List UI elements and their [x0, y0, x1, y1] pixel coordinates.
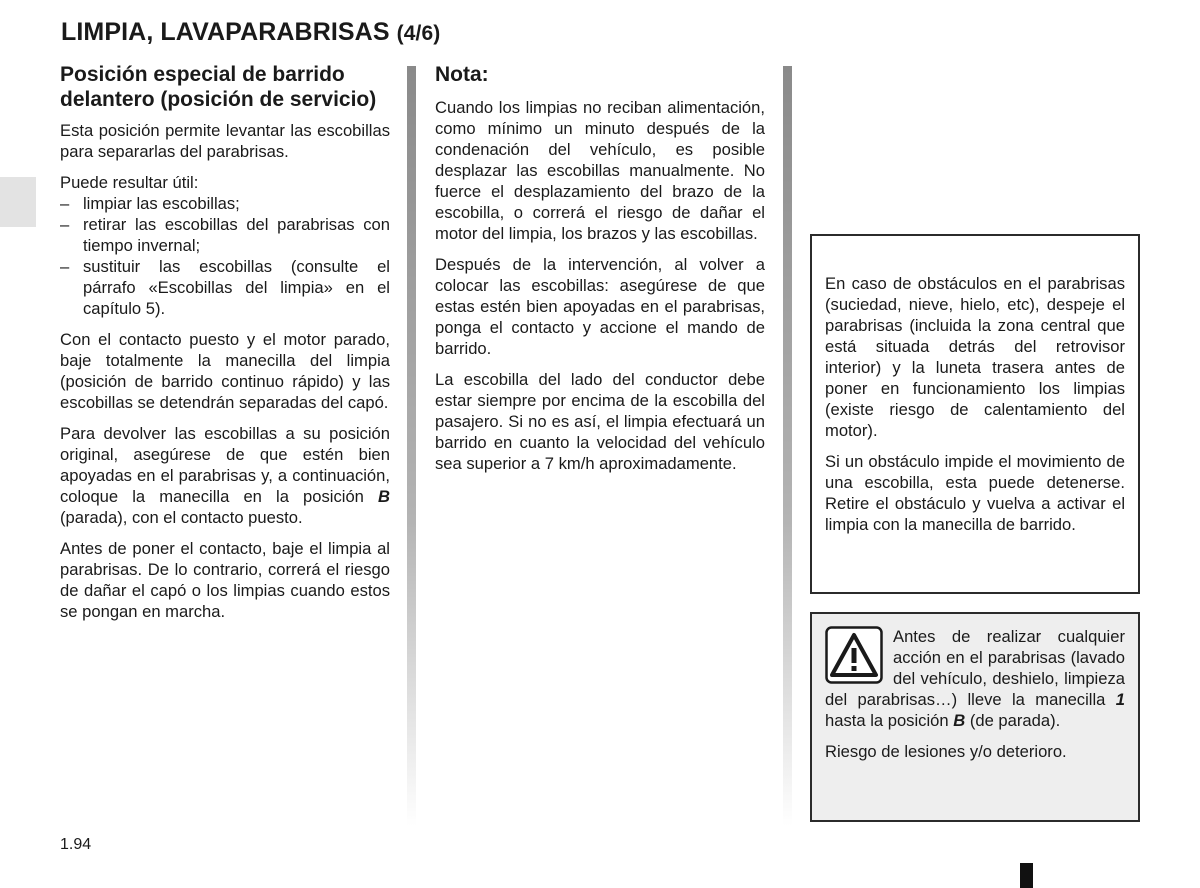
warning-risk-text: Riesgo de lesiones y/o deterioro. — [825, 742, 1067, 761]
note-column — [435, 62, 765, 484]
text-run: Para devolver las escobillas a su posición original, asegúrese de que estén bien apoyadas en el parabrisas y, a continuación, coloque la manecilla en la posición — [60, 424, 390, 506]
note-heading: Nota: — [435, 63, 489, 86]
position-b-label: B — [378, 487, 390, 506]
paragraph-intro: Esta posición permite levantar las escobillas para separarlas del parabrisas. — [60, 121, 390, 161]
list-item: – retirar las escobillas del parabrisas con tiempo invernal; — [60, 214, 390, 256]
page-title — [61, 18, 440, 47]
note-paragraph: Cuando los limpias no reciban alimentación, como mínimo un minuto después de la condenación del vehículo, es posible desplazar las escobillas manualmente. No fuerce el desplazamiento del brazo de la escobilla, o correrá el riesgo de dañar el motor del limpia, los brazos y las escobillas. — [435, 98, 765, 243]
page-part-indicator: (4/6) — [396, 22, 441, 45]
note-band-right — [783, 66, 792, 826]
page-edge-marker — [1020, 863, 1033, 888]
page-title-text: LIMPIA, LAVAPARABRISAS — [61, 18, 390, 46]
note-paragraph: Después de la intervención, al volver a colocar las escobillas: asegúrese de que estas estén bien apoyadas en el parabrisas, ponga el contacto y accione el mando de barrido. — [435, 255, 765, 358]
list-intro: Puede resultar útil: — [60, 173, 199, 192]
text-run: Antes de realizar cualquier acción en el parabrisas (lavado del vehículo, deshielo, limpieza del parabrisas…) lleve la manecilla — [825, 627, 1125, 709]
note-paragraph: La escobilla del lado del conductor debe estar siempre por encima de la escobilla del pasajero. Si no es así, el limpia efectuará un barrido en cuanto la velocidad del vehículo sea superior a 7 km/h aproximadamente. — [435, 370, 765, 473]
text-run: (de parada). — [965, 711, 1061, 730]
text-run: hasta la posición — [825, 711, 954, 730]
paragraph-caution: Antes de poner el contacto, baje el limpia al parabrisas. De lo contrario, correrá el riesgo de dañar el capó o los limpias cuando estos se pongan en marcha. — [60, 539, 390, 621]
info-box — [810, 234, 1140, 594]
chapter-tab-marker — [0, 177, 36, 227]
uses-list — [60, 193, 390, 319]
note-band-left — [407, 66, 416, 826]
page-number: 1.94 — [60, 836, 92, 853]
list-item: – limpiar las escobillas; — [60, 193, 390, 214]
info-paragraph: En caso de obstáculos en el parabrisas (suciedad, nieve, hielo, etc), despeje el parabrisas (incluida la zona central que está situada detrás del retrovisor interior) y la luneta trasera antes de poner en funcionamiento los limpias (existe riesgo de calentamiento del motor). — [825, 274, 1125, 440]
section-heading: Posición especial de barrido delantero (posición de servicio) — [60, 63, 377, 111]
text-run: (parada), con el contacto puesto. — [60, 508, 303, 527]
position-b-label: B — [953, 711, 966, 730]
paragraph-return — [60, 423, 390, 528]
info-paragraph: Si un obstáculo impide el movimiento de una escobilla, esta puede detenerse. Retire el obstáculo y vuelva a activar el limpia con la manecilla de barrido. — [825, 452, 1125, 534]
warning-box — [810, 612, 1140, 822]
warning-triangle-icon — [825, 626, 883, 684]
paragraph-procedure: Con el contacto puesto y el motor parado, baje totalmente la manecilla del limpia (posición de barrido continuo rápido) y las escobillas se detendrán separadas del capó. — [60, 330, 390, 412]
list-item: – sustituir las escobillas (consulte el párrafo «Escobillas del limpia» en el capítulo 5). — [60, 256, 390, 319]
column-service-position — [60, 62, 390, 632]
lever-1-label: 1 — [1115, 690, 1125, 709]
